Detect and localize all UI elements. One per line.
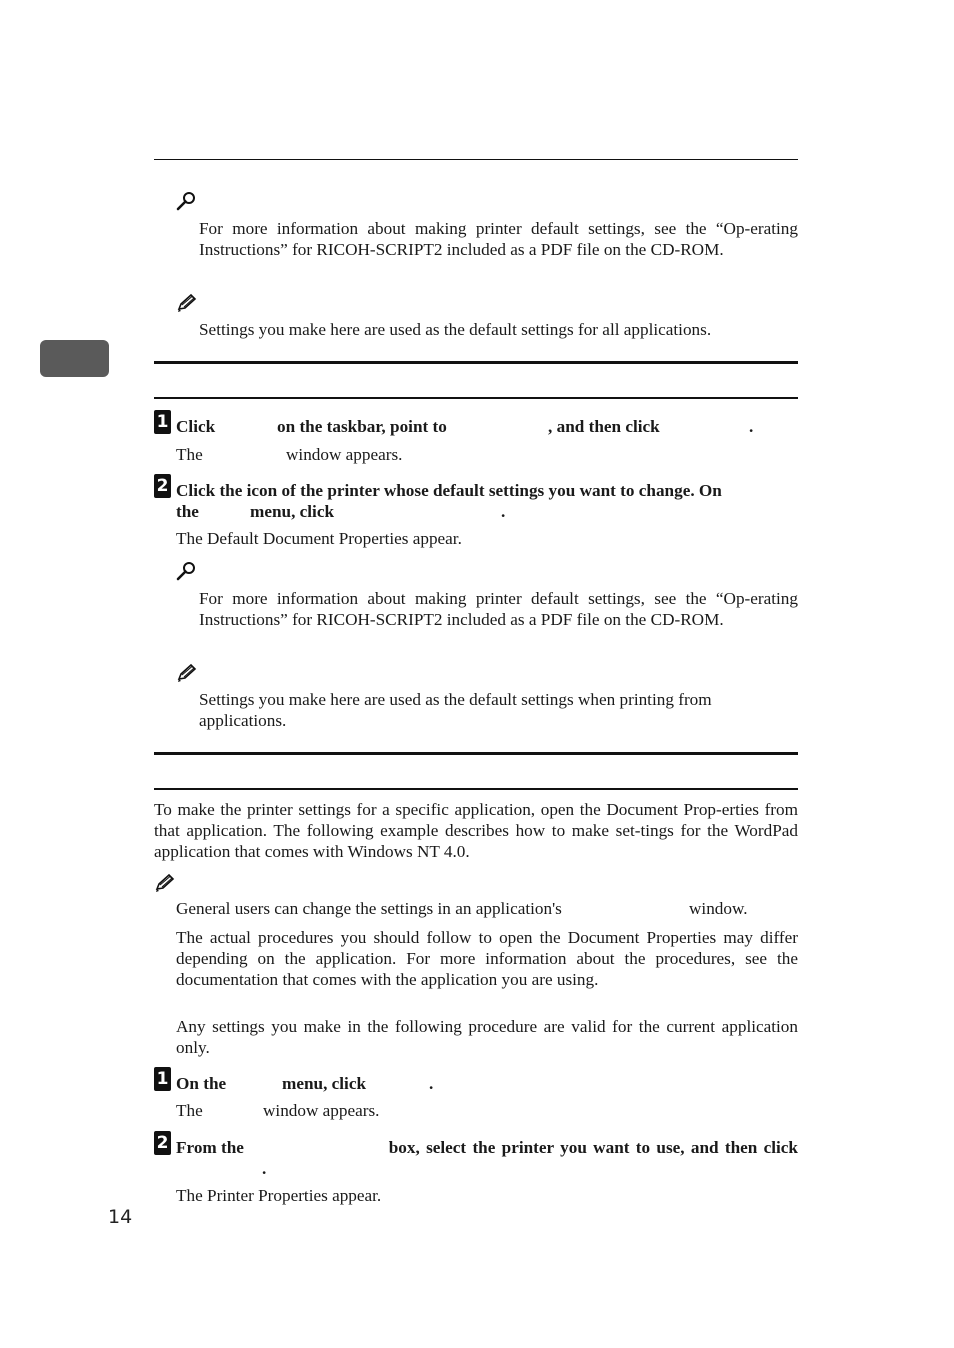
step-text: on the taskbar, point to [277, 417, 447, 436]
step-result: The Default Document Properties appear. [176, 529, 462, 548]
step-number: 2 [154, 1131, 171, 1155]
step-result: The Printer Properties appear. [176, 1186, 382, 1205]
step-result: The [176, 1101, 203, 1120]
page-number: 14 [108, 1206, 133, 1228]
section-rule [154, 788, 798, 790]
step-text: box, select the printer you want to use, and then click [388, 1138, 798, 1157]
pencil-note-icon [154, 873, 176, 893]
step-result: window appears. [286, 445, 403, 464]
step-number: 1 [154, 410, 171, 434]
intro-paragraph: To make the printer settings for a specific application, open the Document Prop-erties from that application. The following example describes how to make set-tings for the WordPad application that comes with Windows NT 4.0. [154, 800, 798, 861]
note-text: General users can change the settings in an application's [176, 899, 562, 918]
note-text: Any settings you make in the following procedure are valid for the current application only. [176, 1017, 798, 1057]
pencil-note-icon [176, 663, 198, 683]
step-number: 2 [154, 474, 171, 498]
section-rule [154, 397, 798, 399]
note-text: Settings you make here are used as the default settings when printing from applications. [199, 690, 712, 730]
step-text: menu, click [250, 502, 335, 521]
step-text: , and then click [548, 417, 660, 436]
step-text: . [749, 417, 754, 436]
step-result: The [176, 445, 203, 464]
step-text: menu, click [282, 1074, 367, 1093]
note-text: The actual procedures you should follow to open the Document Properties may differ depending on the application. For more information about the procedures, see the documentation that comes with the application you are using. [176, 928, 798, 989]
note-text: Settings you make here are used as the default settings for all applications. [199, 320, 712, 339]
magnifier-icon [176, 561, 198, 581]
reference-text: For more information about making printer default settings, see the “Op-erating Instructions” for RICOH-SCRIPT2 included as a PDF file on the CD-ROM. [199, 589, 798, 629]
header-rule [154, 159, 798, 160]
step-text: From the [176, 1138, 244, 1157]
step-text: Click the icon of the printer whose default settings you want to change. On [176, 481, 722, 500]
step-text: Click [176, 417, 216, 436]
pencil-note-icon [176, 293, 198, 313]
chapter-tab [40, 340, 109, 377]
magnifier-icon [176, 191, 198, 211]
section-rule-thick [154, 361, 798, 364]
step-text: . [429, 1074, 434, 1093]
reference-text: For more information about making printer default settings, see the “Op-erating Instructions” for RICOH-SCRIPT2 included as a PDF file on the CD-ROM. [199, 219, 798, 259]
step-text: On the [176, 1074, 227, 1093]
step-result: window appears. [263, 1101, 380, 1120]
section-rule-thick [154, 752, 798, 755]
note-text: window. [689, 899, 748, 918]
step-text: . [501, 502, 506, 521]
step-number: 1 [154, 1067, 171, 1091]
step-text: . [262, 1159, 267, 1178]
step-text: the [176, 502, 199, 521]
